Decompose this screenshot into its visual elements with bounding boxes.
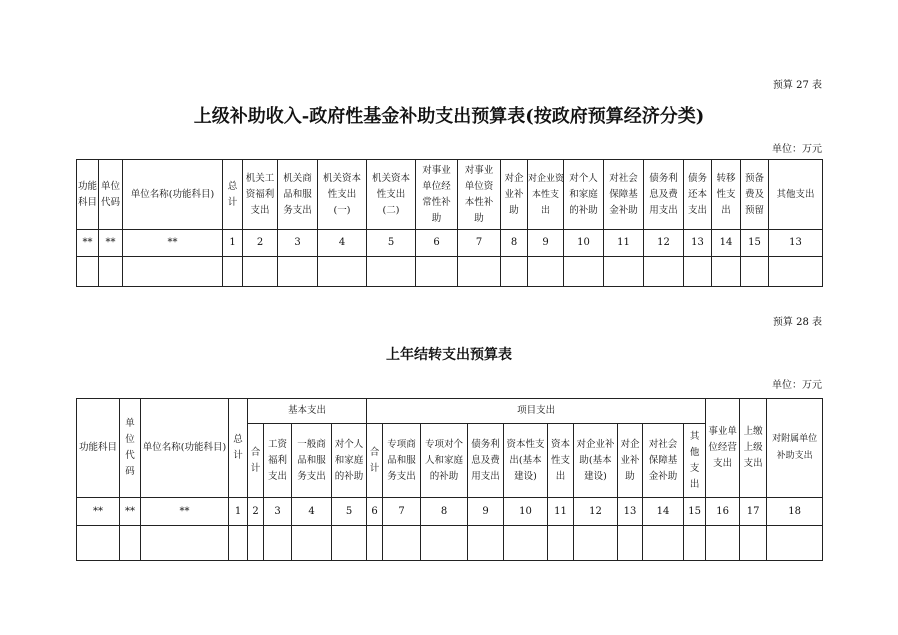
- header-row: [77, 160, 823, 230]
- section-title: 上年结转支出预算表: [386, 347, 512, 363]
- data-cell: [618, 526, 643, 561]
- col-unit-code: 单位 代码: [99, 160, 123, 230]
- index-cell: 1: [229, 498, 248, 526]
- group-project-expenditure: 项目支出: [367, 399, 706, 424]
- col-basic-subtotal: 合 计: [248, 424, 264, 498]
- col-transfer: 转移 性支 出: [712, 160, 741, 230]
- col-function-subject: 功能 科目: [77, 160, 99, 230]
- index-cell: 7: [458, 230, 501, 257]
- col-debt-interest-fees: 债务利 息及费 用支出: [644, 160, 684, 230]
- index-cell: **: [120, 498, 141, 526]
- data-cell: [706, 526, 740, 561]
- index-cell: 13: [684, 230, 712, 257]
- col-unit-name: 单位名称(功能科目): [123, 160, 223, 230]
- index-cell: 14: [643, 498, 684, 526]
- col-agency-goods-services: 机关商 品和服 务支出: [278, 160, 318, 230]
- empty-data-row: [77, 526, 823, 561]
- col-unit-code: 单 位 代 码: [120, 399, 141, 498]
- data-cell: [604, 257, 644, 287]
- table-number-label: 预算 27 表: [772, 80, 822, 91]
- col-function-subject: 功能科目: [77, 399, 120, 498]
- index-cell: 14: [712, 230, 741, 257]
- data-cell: [643, 526, 684, 561]
- index-cell: **: [99, 230, 123, 257]
- col-basic-wages-benefits: 工资 福利 支出: [264, 424, 292, 498]
- col-enterprise-capital: 对企业资 本性支 出: [528, 160, 564, 230]
- data-cell: [468, 526, 504, 561]
- data-cell: [77, 526, 120, 561]
- index-cell: 9: [468, 498, 504, 526]
- data-cell: [501, 257, 528, 287]
- col-project-subtotal: 合 计: [367, 424, 383, 498]
- col-project-enterprise-construction: 对企业补 助(基本 建设): [574, 424, 618, 498]
- data-cell: [548, 526, 574, 561]
- col-project-individual-household: 专项对个 人和家庭 的补助: [421, 424, 468, 498]
- data-cell: [99, 257, 123, 287]
- data-cell: [77, 257, 99, 287]
- index-cell: 12: [574, 498, 618, 526]
- col-project-goods-services: 专项商 品和服 务支出: [383, 424, 421, 498]
- col-project-capital: 资本 性支 出: [548, 424, 574, 498]
- data-cell: [332, 526, 367, 561]
- col-individual-household-subsidy: 对个人 和家庭 的补助: [564, 160, 604, 230]
- data-cell: [141, 526, 229, 561]
- index-cell: **: [77, 498, 120, 526]
- data-cell: [684, 526, 706, 561]
- col-project-enterprise-subsidy: 对企 业补 助: [618, 424, 643, 498]
- table-number-label: 预算 28 表: [772, 317, 822, 328]
- index-cell: 10: [504, 498, 548, 526]
- data-cell: [229, 526, 248, 561]
- data-cell: [712, 257, 741, 287]
- data-cell: [278, 257, 318, 287]
- data-cell: [248, 526, 264, 561]
- data-cell: [421, 526, 468, 561]
- unit-label: 单位：万元: [772, 380, 822, 391]
- index-cell: 9: [528, 230, 564, 257]
- index-cell: 18: [767, 498, 823, 526]
- unit-label: 单位：万元: [772, 144, 822, 155]
- index-cell: 3: [278, 230, 318, 257]
- index-cell: 11: [604, 230, 644, 257]
- col-institution-operating: 事业单 位经营 支出: [706, 399, 740, 498]
- data-cell: [264, 526, 292, 561]
- col-project-other: 其 他 支 出: [684, 424, 706, 498]
- col-institution-capital-subsidy: 对事业 单位资 本性补 助: [458, 160, 501, 230]
- budget-27-table: [76, 159, 823, 287]
- col-reserve: 预备 费及 预留: [741, 160, 769, 230]
- data-cell: [243, 257, 278, 287]
- index-cell: 6: [367, 498, 383, 526]
- index-cell: 1: [223, 230, 243, 257]
- index-cell: 5: [332, 498, 367, 526]
- data-cell: [574, 526, 618, 561]
- index-cell: **: [77, 230, 99, 257]
- col-total: 总 计: [223, 160, 243, 230]
- col-project-capital-construction: 资本性支 出(基本 建设): [504, 424, 548, 498]
- col-basic-individual-household: 对个人 和家庭 的补助: [332, 424, 367, 498]
- index-cell: 15: [741, 230, 769, 257]
- index-cell: 13: [618, 498, 643, 526]
- data-cell: [740, 526, 767, 561]
- index-cell: 4: [318, 230, 367, 257]
- col-institution-recurrent-subsidy: 对事业 单位经 常性补 助: [416, 160, 458, 230]
- data-cell: [223, 257, 243, 287]
- data-cell: [383, 526, 421, 561]
- index-cell: 13: [769, 230, 823, 257]
- empty-data-row: [77, 257, 823, 287]
- col-agency-capital-2: 机关资本 性支出 (二): [367, 160, 416, 230]
- col-basic-goods-services: 一般商 品和服 务支出: [292, 424, 332, 498]
- page-title: 上级补助收入-政府性基金补助支出预算表(按政府预算经济分类): [193, 106, 705, 127]
- index-row: [77, 498, 823, 526]
- col-agency-wages-benefits: 机关工 资福利 支出: [243, 160, 278, 230]
- col-social-security-fund-subsidy: 对社会 保障基 金补助: [604, 160, 644, 230]
- data-cell: [741, 257, 769, 287]
- col-agency-capital-1: 机关资本 性支出 (一): [318, 160, 367, 230]
- data-cell: [123, 257, 223, 287]
- index-cell: 2: [243, 230, 278, 257]
- index-cell: 4: [292, 498, 332, 526]
- data-cell: [367, 526, 383, 561]
- col-debt-principal: 债务 还本 支出: [684, 160, 712, 230]
- index-cell: 10: [564, 230, 604, 257]
- index-cell: 8: [501, 230, 528, 257]
- col-subsidiary-subsidy: 对附属单位 补助支出: [767, 399, 823, 498]
- index-cell: **: [141, 498, 229, 526]
- data-cell: [528, 257, 564, 287]
- col-project-social-security: 对社会 保障基 金补助: [643, 424, 684, 498]
- data-cell: [367, 257, 416, 287]
- index-cell: 12: [644, 230, 684, 257]
- data-cell: [769, 257, 823, 287]
- index-cell: 11: [548, 498, 574, 526]
- data-cell: [318, 257, 367, 287]
- index-cell: 17: [740, 498, 767, 526]
- index-cell: 3: [264, 498, 292, 526]
- group-basic-expenditure: 基本支出: [248, 399, 367, 424]
- data-cell: [767, 526, 823, 561]
- col-unit-name: 单位名称(功能科目): [141, 399, 229, 498]
- index-cell: 7: [383, 498, 421, 526]
- data-cell: [504, 526, 548, 561]
- header-row-group: [77, 399, 823, 424]
- col-total: 总 计: [229, 399, 248, 498]
- index-cell: 8: [421, 498, 468, 526]
- index-cell: 5: [367, 230, 416, 257]
- index-cell: 16: [706, 498, 740, 526]
- data-cell: [644, 257, 684, 287]
- data-cell: [458, 257, 501, 287]
- data-cell: [416, 257, 458, 287]
- data-cell: [564, 257, 604, 287]
- index-cell: 6: [416, 230, 458, 257]
- data-cell: [684, 257, 712, 287]
- data-cell: [120, 526, 141, 561]
- index-row: [77, 230, 823, 257]
- col-remit-superior: 上缴 上级 支出: [740, 399, 767, 498]
- index-cell: 2: [248, 498, 264, 526]
- data-cell: [292, 526, 332, 561]
- budget-28-table: [76, 398, 823, 561]
- col-enterprise-subsidy: 对企 业补 助: [501, 160, 528, 230]
- col-project-debt-interest: 债务利 息及费 用支出: [468, 424, 504, 498]
- index-cell: 15: [684, 498, 706, 526]
- col-other: 其他支出: [769, 160, 823, 230]
- index-cell: **: [123, 230, 223, 257]
